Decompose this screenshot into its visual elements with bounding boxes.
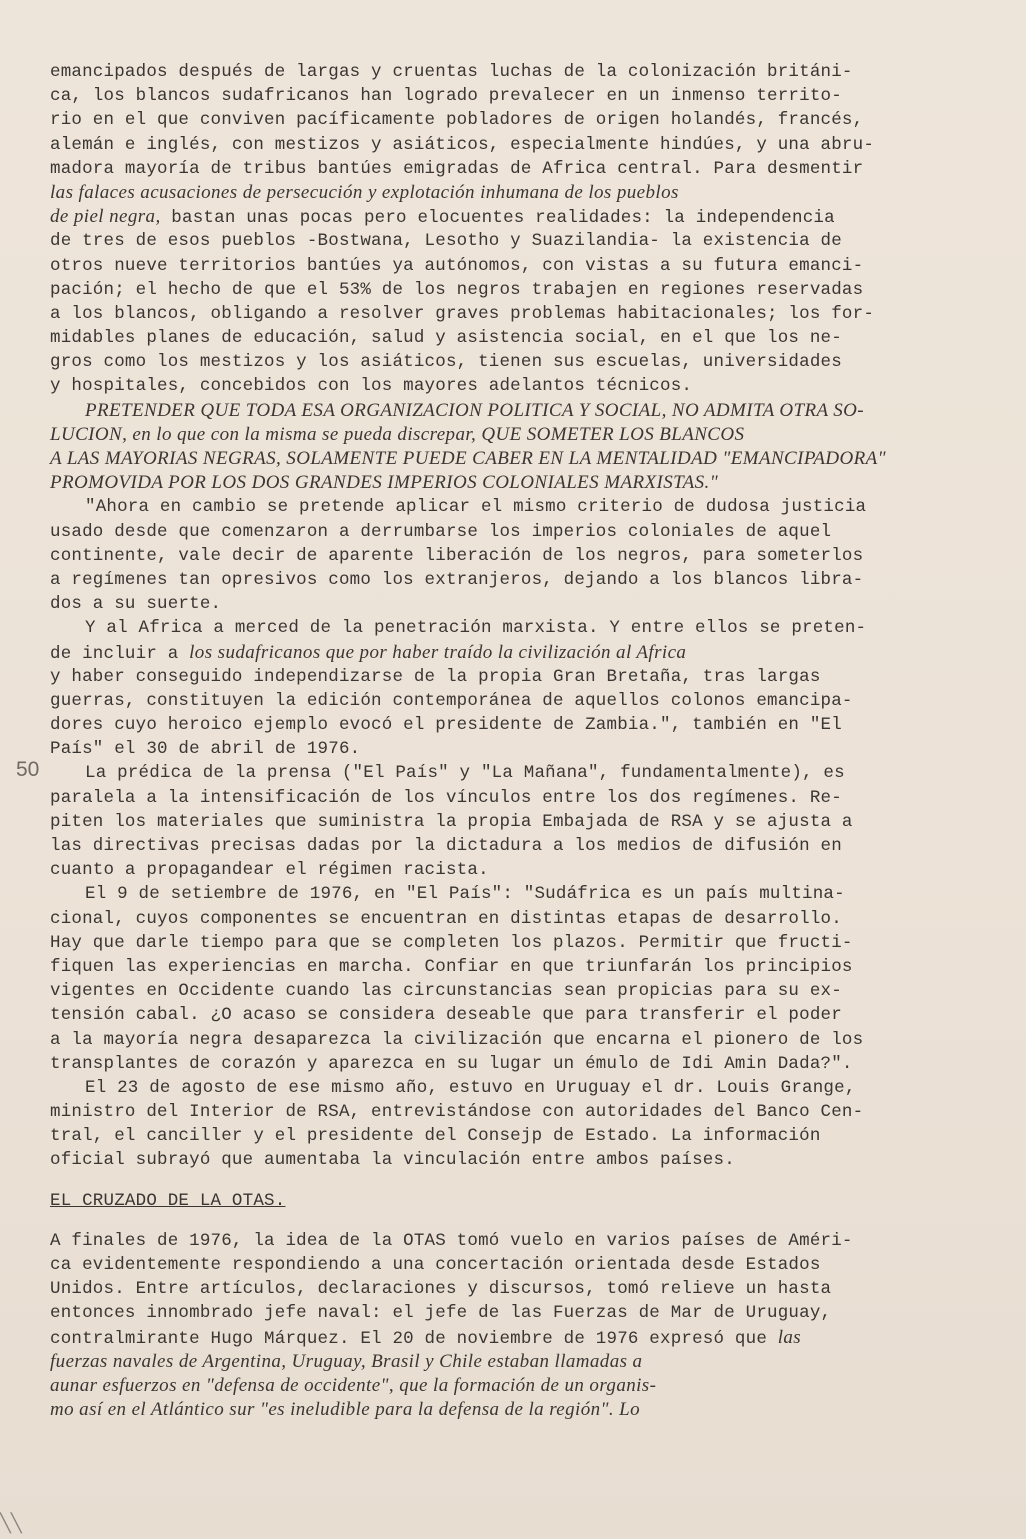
- text-line: [50, 84, 980, 108]
- text-line: [50, 374, 980, 398]
- text-segment: usado desde que comenzaron a derrumbarse los imperios coloniales de aquel: [50, 521, 832, 542]
- text-line: [50, 1076, 980, 1100]
- italic-segment: PROMOVIDA POR LOS DOS GRANDES IMPERIOS COLONIALES MARXISTAS.": [50, 472, 719, 494]
- text-segment: Y al Africa a merced de la penetración marxista. Y entre ellos se preten-: [85, 618, 867, 639]
- section-heading: [50, 1189, 980, 1213]
- italic-segment: mo así en el Atlántico sur "es ineludible para la defensa de la región".: [50, 1399, 615, 1421]
- text-line: [50, 1003, 980, 1027]
- italic-segment: PRETENDER QUE TODA ESA ORGANIZACION POLITICA Y SOCIAL, NO ADMITA OTRA SO-: [85, 399, 865, 421]
- text-segment: continente, vale decir de aparente liberación de los negros, para someterlos: [50, 545, 864, 566]
- text-line: [50, 616, 980, 640]
- text-segment: midables planes de educación, salud y asistencia social, en el que los ne-: [50, 328, 842, 349]
- text-line: [50, 181, 980, 205]
- paragraph-gap: [50, 1213, 980, 1229]
- text-segment: las directivas precisas dadas por la dictadura a los medios de difusión en: [50, 836, 842, 856]
- text-line: [50, 1148, 980, 1172]
- text-segment: y hospitales, concebidos con los mayores adelantos técnicos.: [50, 376, 693, 397]
- italic-segment: los sudafricanos que por haber traído la civilización al Africa: [189, 641, 687, 663]
- text-segment: dores cuyo heroico ejemplo evocó el presidente de Zambia.", también en "El: [50, 715, 842, 736]
- text-line: [50, 544, 980, 568]
- text-line: [50, 979, 980, 1003]
- text-segment: y haber conseguido independizarse de la propia Gran Bretaña, tras largas: [50, 666, 821, 687]
- text-line: [50, 907, 980, 931]
- text-segment: bastan unas pocas pero elocuentes realidades: la independencia: [160, 208, 835, 229]
- text-line: [50, 254, 980, 278]
- text-segment: dos a su suerte.: [50, 594, 222, 615]
- text-line: [50, 495, 980, 519]
- text-segment: País" el 30 de abril de 1976.: [50, 739, 361, 760]
- italic-segment: que la formación de un organis-: [394, 1374, 657, 1396]
- text-line: [50, 108, 980, 132]
- text-line: [50, 1100, 980, 1124]
- text-line: [50, 520, 980, 544]
- text-line: [50, 423, 980, 447]
- text-line: [50, 399, 980, 423]
- text-line: [50, 737, 980, 761]
- text-line: [50, 1398, 980, 1422]
- text-segment: oficial subrayó que aumentaba la vinculación entre ambos países.: [50, 1150, 735, 1171]
- text-segment: guerras, constituyen la edición contemporánea de aquellos colonos emancipa-: [50, 690, 853, 711]
- text-segment: alemán e inglés, con mestizos y asiáticos, especialmente hindúes, y una abru-: [50, 134, 875, 155]
- margin-page-number: 50: [16, 758, 40, 781]
- text-line: [50, 157, 980, 181]
- text-line: [50, 133, 980, 157]
- text-line: [50, 568, 980, 592]
- text-segment: transplantes de corazón y aparezca en su lugar un émulo de Idi Amin Dada?".: [50, 1053, 853, 1074]
- italic-segment: A LAS MAYORIAS NEGRAS, SOLAMENTE PUEDE CABER EN LA MENTALIDAD "EMANCIPADORA": [50, 448, 887, 469]
- text-line: [50, 302, 980, 326]
- text-line: [50, 1350, 980, 1374]
- text-line: [50, 447, 980, 471]
- text-segment: a regímenes tan opresivos como los extranjeros, dejando a los blancos libra-: [50, 569, 864, 590]
- text-line: [50, 810, 980, 834]
- italic-segment: fuerzas navales de Argentina, Uruguay, Brasil y Chile estaban llamadas a: [50, 1350, 643, 1372]
- text-line: [50, 1301, 980, 1325]
- italic-segment: las falaces acusaciones de persecución y explotación inhumana de los pueblos: [50, 181, 679, 203]
- text-line: [50, 689, 980, 713]
- text-segment: tral, el canciller y el presidente del Consejp de Estado. La información: [50, 1126, 821, 1147]
- paragraph-gap: [50, 1173, 980, 1189]
- text-line: [50, 1028, 980, 1052]
- corner-fold-mark: ╲╲: [0, 1513, 22, 1534]
- text-segment: piten los materiales que suministra la propia Embajada de RSA y se ajusta a: [50, 811, 853, 832]
- text-segment: fiquen las experiencias en marcha. Confiar en que triunfarán los principios: [50, 956, 853, 977]
- italic-segment: las: [777, 1326, 802, 1348]
- italic-segment: QUE SOMETER LOS BLANCOS: [476, 423, 745, 445]
- text-line: [50, 882, 980, 906]
- text-line: [50, 1124, 980, 1148]
- text-segment: vigentes en Occidente cuando las circunstancias sean propicias para su ex-: [50, 981, 842, 1002]
- text-segment: cuanto a propagandear el régimen racista.: [50, 860, 489, 881]
- text-segment: pación; el hecho de que el 53% de los negros trabajen en regiones reservadas: [50, 279, 864, 300]
- text-segment: El 9 de setiembre de 1976, en "El País": "Sudáfrica es un país multina-: [85, 884, 845, 905]
- italic-segment: Lo: [614, 1399, 641, 1421]
- text-segment: "Ahora en cambio se pretende aplicar el mismo criterio de dudosa justicia: [85, 497, 867, 518]
- text-line: [50, 60, 980, 84]
- text-line: [50, 1277, 980, 1301]
- text-segment: EL CRUZADO DE LA OTAS.: [50, 1190, 286, 1211]
- text-segment: La prédica de la prensa ("El País" y "La Mañana", fundamentalmente), es: [85, 763, 845, 784]
- text-line: [50, 1374, 980, 1398]
- italic-segment: de piel negra,: [50, 206, 161, 228]
- text-line: [50, 641, 980, 665]
- text-segment: ca, los blancos sudafricanos han logrado prevalecer en un inmenso territo-: [50, 86, 842, 107]
- italic-segment: aunar esfuerzos en "defensa de occidente",: [50, 1374, 395, 1396]
- text-segment: otros nueve territorios bantúes ya autónomos, con vistas a su futura emanci-: [50, 255, 864, 276]
- text-line: [50, 955, 980, 979]
- text-line: [50, 786, 980, 810]
- text-segment: ministro del Interior de RSA, entrevistándose con autoridades del Banco Cen-: [50, 1102, 864, 1123]
- text-segment: gros como los mestizos y los asiáticos, tienen sus escuelas, universidades: [50, 352, 842, 373]
- text-line: [50, 229, 980, 253]
- text-segment: Hay que darle tiempo para que se completen los plazos. Permitir que fructi-: [50, 932, 853, 953]
- text-segment: madora mayoría de tribus bantúes emigradas de Africa central. Para desmentir: [50, 158, 864, 179]
- text-line: [50, 834, 980, 858]
- text-line: [50, 761, 980, 785]
- text-line: [50, 205, 980, 229]
- text-segment: contralmirante Hugo Márquez. El 20 de noviembre de 1976 expresó que: [50, 1328, 778, 1349]
- text-line: [50, 350, 980, 374]
- italic-segment: en lo que con la misma se pueda discrepar,: [127, 423, 477, 445]
- text-segment: tensión cabal. ¿O acaso se considera deseable que para transferir el poder: [50, 1005, 842, 1026]
- italic-segment: LUCION,: [50, 423, 128, 445]
- text-segment: de tres de esos pueblos -Bostwana, Lesotho y Suazilandia- la existencia de: [50, 231, 842, 252]
- text-segment: rio en el que conviven pacíficamente pobladores de origen holandés, francés,: [50, 110, 864, 131]
- text-line: [50, 713, 980, 737]
- text-line: [50, 326, 980, 350]
- text-segment: de incluir a: [50, 643, 190, 664]
- text-line: [50, 931, 980, 955]
- text-segment: a la mayoría negra desaparezca la civilización que encarna el pionero de los: [50, 1029, 864, 1050]
- text-segment: A finales de 1976, la idea de la OTAS tomó vuelo en varios países de Améri-: [50, 1230, 853, 1251]
- text-segment: El 23 de agosto de ese mismo año, estuvo en Uruguay el dr. Louis Grange,: [85, 1077, 856, 1098]
- text-segment: a los blancos, obligando a resolver graves problemas habitacionales; los for-: [50, 303, 875, 324]
- text-line: [50, 1253, 980, 1277]
- text-segment: ca evidentemente respondiendo a una concertación orientada desde Estados: [50, 1255, 821, 1275]
- text-line: [50, 858, 980, 882]
- text-line: [50, 1052, 980, 1076]
- text-line: [50, 278, 980, 302]
- text-line: [50, 1326, 980, 1350]
- text-segment: Unidos. Entre artículos, declaraciones y discursos, tomó relieve un hasta: [50, 1279, 832, 1300]
- text-segment: entonces innombrado jefe naval: el jefe de las Fuerzas de Mar de Uruguay,: [50, 1303, 832, 1324]
- text-line: [50, 592, 980, 616]
- body-text: [50, 60, 980, 1422]
- text-line: [50, 1229, 980, 1253]
- text-line: [50, 665, 980, 689]
- text-segment: paralela a la intensificación de los vínculos entre los dos regímenes. Re-: [50, 787, 842, 808]
- text-segment: cional, cuyos componentes se encuentran en distintas etapas de desarrollo.: [50, 908, 842, 929]
- text-segment: emancipados después de largas y cruentas luchas de la colonización británi-: [50, 62, 853, 82]
- text-line: [50, 471, 980, 495]
